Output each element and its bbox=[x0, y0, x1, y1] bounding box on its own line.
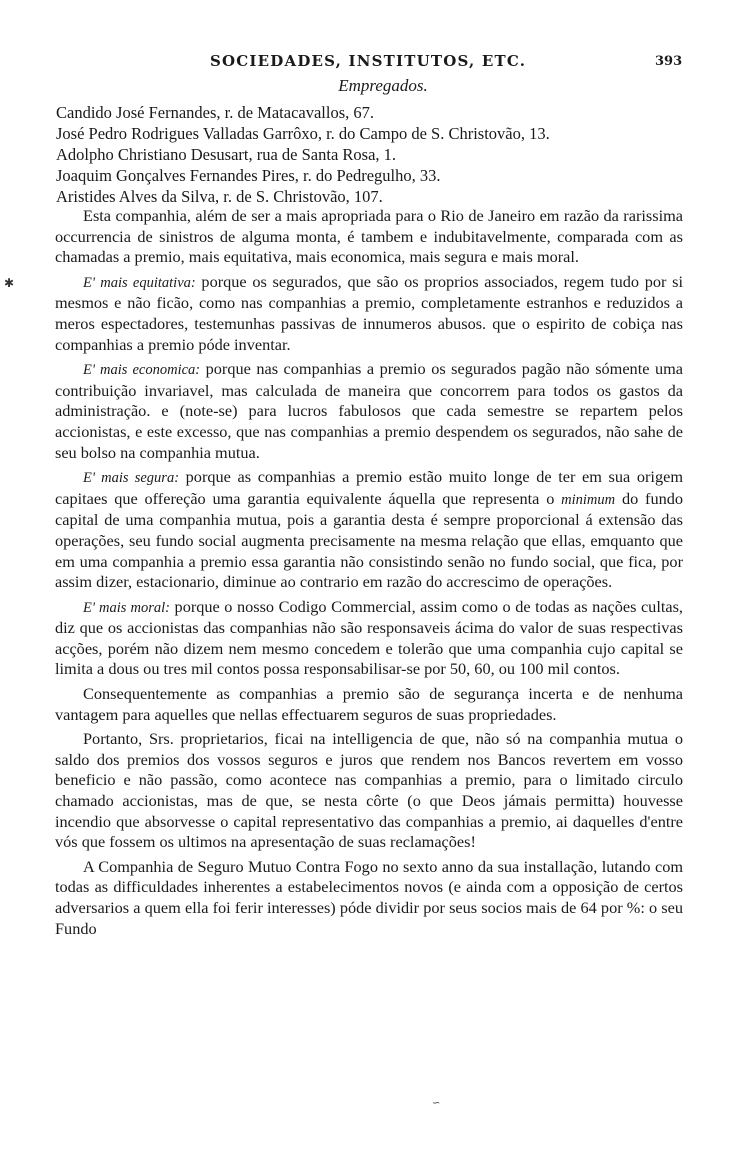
paragraph-text: porque as companhias a premio estão muito longe de ter em sua origem capitaes que offereção uma garantia equivalente áquella que representa o bbox=[55, 467, 683, 508]
paragraph-lead: E' mais moral: bbox=[83, 599, 171, 616]
paragraph-text: porque nas companhias a premio os segurados pagão não sómente uma contribuição invariavel, mas calculada de maneira que concorrem para todos os gastos da administração. e (note-se) para lucros fabulosos que cada semestre se repartem pelos accionistas, e este excesso, que nas companhias a premio despendem os segurados, não sahe de seu bolso na companhia mutua. bbox=[55, 359, 683, 462]
employee-list bbox=[56, 102, 696, 207]
running-title: SOCIEDADES, INSTITUTOS, ETC. bbox=[210, 52, 527, 70]
paragraph-text: porque os segurados, que são os proprios associados, regem tudo por si mesmos e não ficão, como nas companhias a premio, completamente estranhos e reduzidos a meros espectadores, testemunhas passivas de innumeros abusos. que o espirito de cobiça nas companhias a premio póde inventar. bbox=[55, 271, 683, 354]
section-subtitle: Empregados. bbox=[338, 76, 428, 95]
employee-entry: Adolpho Christiano Desusart, rua de Santa Rosa, 1. bbox=[56, 145, 397, 164]
paragraph-text: do fundo capital de uma companhia mutua, pois a garantia desta é sempre proporcional á extensão das operações, seu fundo social augmenta precisamente na mesma relação que ellas, emquanto que em uma companhia a premio essa garantia não consistindo senão no fundo social, que fica, por assim dizer, estacionario, diminue ao contrario em razão do accrescimo de operações. bbox=[55, 488, 684, 592]
page-header bbox=[0, 52, 746, 76]
paragraph-text: Portanto, Srs. proprietarios, ficai na intelligencia de que, não só na companhia mutua o saldo dos premios dos vossos seguros e juros que rendem nos Bancos revertem em vosso beneficio e não passão, como acontece nas companhias a premio, para o limitado circulo chamado accionistas, mas de que, se nesta côrte (o que Deos jámais permitta) houvesse incendio que absorvesse o capital representativo das companhias a premio, ai daquelles d'entre vós que fossem os ultimos na apresentação de suas reclamações! bbox=[55, 729, 683, 852]
paragraph-text: Esta companhia, além de ser a mais apropriada para o Rio de Janeiro em razão da rarissima occurrencia de sinistros de alguma monta, é tambem e indubitavelmente, comparada com as chamadas a premio, mais equitativa, mais economica, mais segura e mais moral. bbox=[55, 206, 683, 267]
paragraph-segura bbox=[55, 467, 683, 593]
employee-entry: Joaquim Gonçalves Fernandes Pires, r. do Pedregulho, 33. bbox=[56, 166, 441, 185]
page-number: 393 bbox=[655, 54, 683, 69]
paragraph-companhia bbox=[55, 857, 683, 939]
paragraph-text: Consequentemente as companhias a premio são de segurança incerta e de nenhuma vantagem para aquelles que nellas effectuarem seguros de suas propriedades. bbox=[55, 684, 683, 724]
paragraph-economica bbox=[55, 359, 683, 463]
paragraph-lead: E' mais economica: bbox=[83, 362, 201, 379]
body-text bbox=[55, 206, 683, 943]
paragraph-portanto bbox=[55, 729, 683, 853]
footer-ink-mark: ∽ bbox=[432, 1098, 441, 1109]
paragraph-text: porque o nosso Codigo Commercial, assim como o de todas as nações cultas, diz que os accionistas das companhias não são responsaveis ácima do valor de suas respectivas acções, porém não dizem nem mesmo concedem e tolerão que uma companhia cujo capital se limita a dous ou tres mil contos possa responsabilisar-se por 50, 60, ou 100 mil contos. bbox=[55, 596, 683, 679]
employee-entry: José Pedro Rodrigues Valladas Garrôxo, r. do Campo de S. Christovão, 13. bbox=[56, 124, 550, 143]
paragraph-lead: E' mais equitativa: bbox=[83, 274, 196, 291]
employee-entry: Aristides Alves da Silva, r. de S. Christovão, 107. bbox=[56, 187, 383, 206]
paragraph-equitativa bbox=[55, 272, 683, 355]
paragraph-text: A Companhia de Seguro Mutuo Contra Fogo no sexto anno da sua installação, lutando com todas as difficuldades inherentes a estabelecimentos novos (e ainda com a opposição de certos adversarios a quem ella foi ferir interesses) póde dividir por seus socios mais de 64 por %: o seu Fundo bbox=[55, 856, 683, 938]
italic-term: minimum bbox=[561, 491, 616, 508]
margin-ink-mark: ✱ bbox=[4, 276, 15, 290]
paragraph-intro bbox=[55, 206, 683, 268]
paragraph-lead: E' mais segura: bbox=[83, 470, 180, 487]
employee-entry: Candido José Fernandes, r. de Matacavallos, 67. bbox=[56, 103, 375, 122]
paragraph-moral bbox=[55, 597, 683, 680]
paragraph-consequentemente bbox=[55, 684, 683, 725]
